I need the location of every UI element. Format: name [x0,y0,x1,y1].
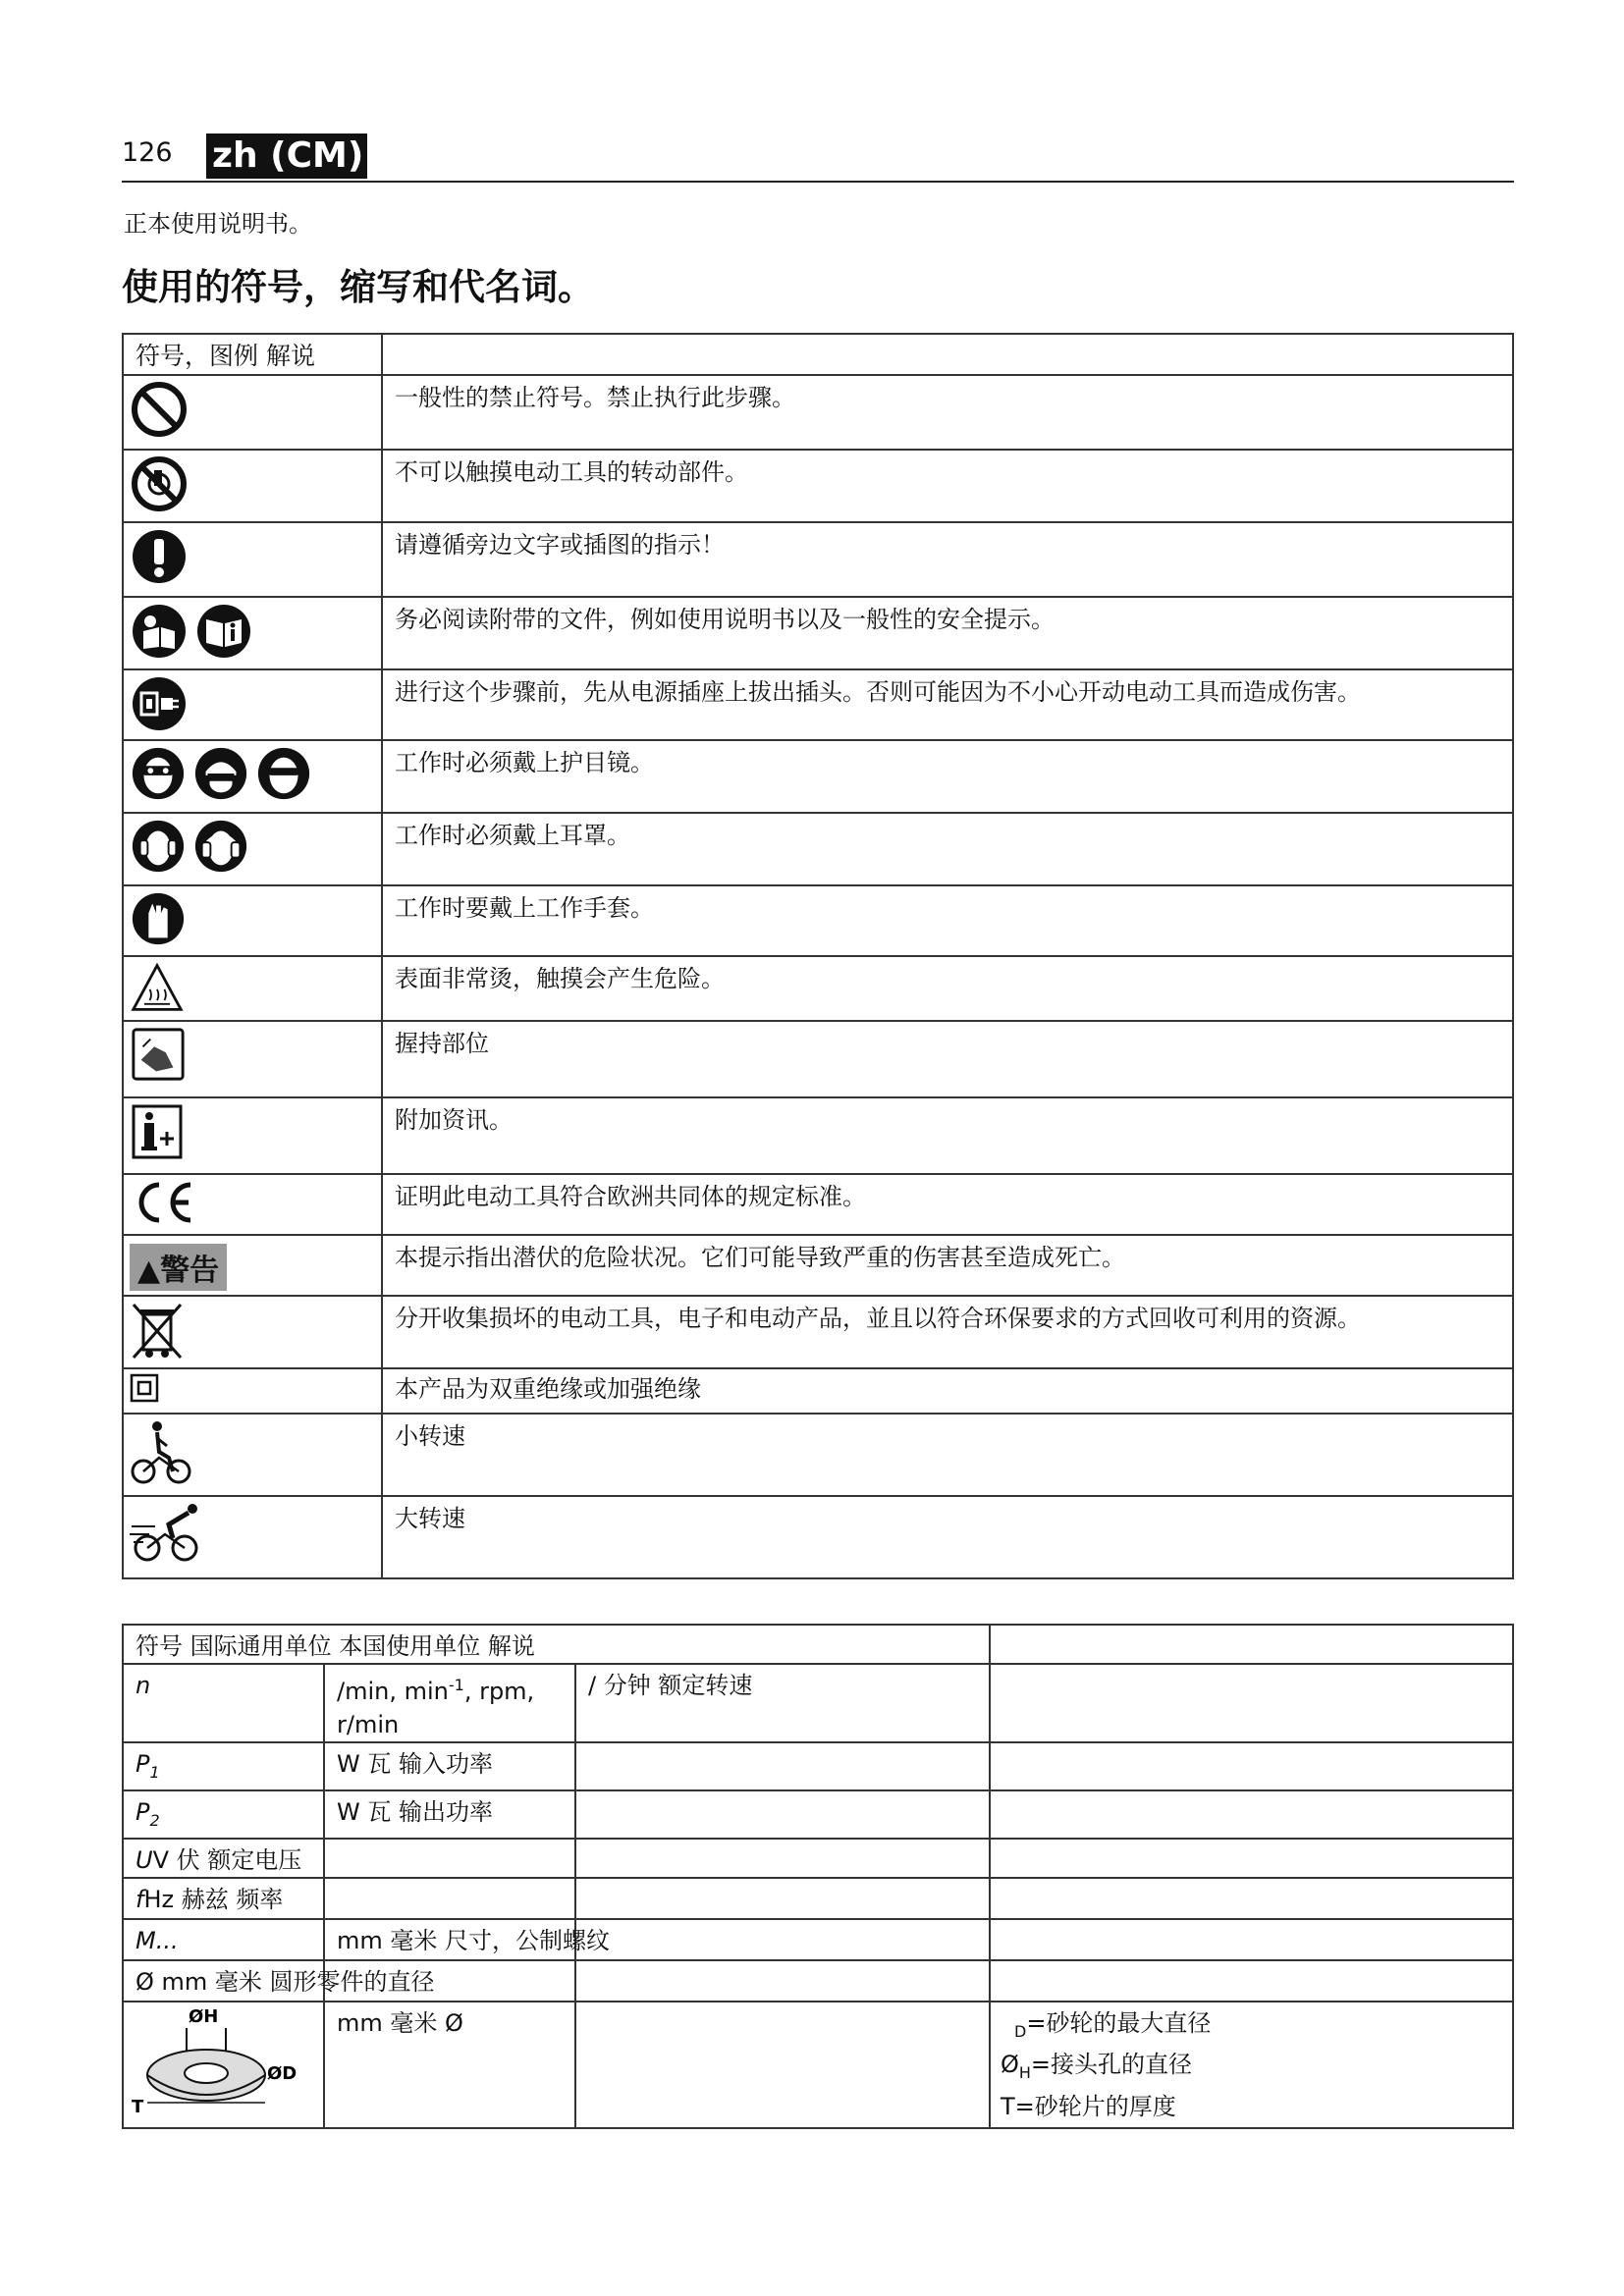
legend-d-text: =砂轮的最大直径 [1026,2008,1212,2037]
symbol-row [123,1496,1513,1578]
symbol-row [123,1296,1513,1368]
symbols-header-label: 符号，图例 解说 [123,334,382,375]
symbol-p2: P [135,1797,150,1826]
symbol-f: f [135,1885,144,1913]
symbol-row [123,956,1513,1021]
goggles-icon [130,745,187,802]
symbol-row [123,813,1513,885]
unit-intl: /min, min [337,1678,449,1705]
symbol-row [123,740,1513,813]
symbol-desc: 工作时要戴上工作手套。 [395,894,654,922]
prohibition-icon [130,380,189,439]
grip-area-icon [130,1026,187,1083]
units-table [122,1624,1514,2129]
symbol-desc: 工作时必须戴上护目镜。 [395,749,654,776]
symbol-row [123,522,1513,597]
legend-h [1001,2048,1512,2090]
fast-cyclist-icon [130,1501,208,1566]
face-shield-icon [192,745,249,802]
unit-row [123,1960,1513,2002]
legend-t: T=砂轮片的厚度 [1001,2093,1176,2121]
unit-explanation: / 分钟 额定转速 [588,1672,753,1699]
symbol-desc: 本提示指出潜伏的危险状况。它们可能导致严重的伤害甚至造成死亡。 [395,1244,1125,1271]
symbol-desc: 大转速 [395,1505,465,1532]
warning-badge-label: 警告 [160,1254,220,1288]
symbol-row [123,1235,1513,1296]
unit-row [123,1664,1513,1742]
info-manual-icon [194,602,253,661]
symbol-desc: 分开收集损坏的电动工具，电子和电动产品，並且以符合环保要求的方式回收可利用的资源。 [395,1305,1361,1332]
symbol-row [123,669,1513,740]
symbols-table [122,333,1514,1579]
symbol-desc: 表面非常烫，触摸会产生危险。 [395,965,725,992]
symbol-desc: 不可以触摸电动工具的转动部件。 [395,458,748,486]
hot-surface-icon [130,961,185,1014]
ear-protection-icon [192,818,249,875]
intro-text: 正本使用说明书。 [124,210,312,238]
unit-frequency: Hz 赫兹 频率 [143,1885,284,1913]
symbol-row [123,1174,1513,1235]
unit-intl: mm 毫米 尺寸，公制螺纹 [337,1926,611,1954]
ear-muffs-icon [130,818,187,875]
symbol-row [123,597,1513,669]
unit-exponent: -1 [448,1676,464,1694]
grinding-disc-figure [130,2004,306,2118]
symbol-subscript: 1 [149,1762,160,1782]
legend-d-sub: D [1014,2021,1027,2041]
unit-row [123,1790,1513,1839]
units-header-label: 符号 国际通用单位 本国使用单位 解说 [123,1625,990,1664]
symbol-desc: 一般性的禁止符号。禁止执行此步骤。 [395,384,795,411]
symbol-u: U [135,1845,153,1874]
legend-h-text: =接头孔的直径 [1030,2051,1193,2079]
figure-label-t: T [132,2096,144,2117]
unit-row [123,1742,1513,1790]
weee-bin-icon [130,1301,185,1362]
no-touch-rotating-parts-icon [130,454,189,513]
symbols-table-header [123,334,1513,375]
symbol-row [123,1414,1513,1496]
slow-cyclist-icon [130,1418,194,1487]
symbol-diameter: Ø mm 毫米 圆形零件的直径 [135,1967,435,1996]
unit-intl: W 瓦 输出功率 [337,1797,493,1826]
symbol-row [123,450,1513,522]
unit-row [123,1839,1513,1878]
legend-d [1001,2006,1512,2049]
page-number: 126 [122,137,173,168]
unit-row [123,1919,1513,1960]
symbol-desc: 请遵循旁边文字或插图的指示！ [395,531,725,559]
ce-mark-icon [130,1179,198,1226]
read-manual-icon [130,602,189,661]
unit-voltage: V 伏 额定电压 [152,1845,302,1874]
symbol-m: M... [135,1926,179,1954]
symbol-desc: 本产品为双重绝缘或加强绝缘 [395,1375,701,1403]
language-badge: zh (CM) [206,133,367,179]
symbol-row [123,1021,1513,1097]
page-header [122,130,1514,183]
exclamation-icon [130,527,189,586]
double-insulation-icon [130,1373,159,1403]
symbol-desc: 进行这个步骤前，先从电源插座上拔出插头。否则可能因为不小心开动电动工具而造成伤害。 [395,678,1361,706]
legend-h-sub: H [1018,2063,1031,2083]
warning-badge: ▲警告 [130,1244,227,1291]
figure-label-oh: ØH [189,2005,219,2027]
unit-row [123,2002,1513,2128]
symbol-row [123,1097,1513,1174]
units-table-header [123,1625,1513,1664]
symbol-desc: 务必阅读附带的文件，例如使用说明书以及一般性的安全提示。 [395,606,1055,633]
unit-intl: W 瓦 输入功率 [337,1750,493,1778]
unit-intl-rest: , rpm, r/min [337,1678,535,1738]
unplug-icon [130,674,189,733]
symbol-desc: 小转速 [395,1422,465,1450]
symbol-row [123,375,1513,450]
symbol-desc: 工作时必须戴上耳罩。 [395,822,630,849]
info-plus-icon [130,1102,185,1161]
legend-h-symbol: Ø [1001,2051,1019,2079]
symbol-desc: 握持部位 [395,1030,489,1057]
symbol-row [123,1368,1513,1414]
symbol-subscript: 2 [149,1810,160,1830]
figure-label-od: ØD [267,2062,298,2084]
symbol-desc: 附加资讯。 [395,1106,513,1134]
symbol-p1: P [135,1750,150,1778]
unit-row [123,1878,1513,1919]
symbol-row [123,885,1513,956]
symbol-desc: 证明此电动工具符合欧洲共同体的规定标准。 [395,1183,866,1210]
section-title: 使用的符号，缩写和代名词。 [122,266,594,308]
safety-glasses-icon [255,745,312,802]
gloves-icon [130,890,187,947]
symbol-n: n [135,1672,151,1699]
unit-intl: mm 毫米 Ø [337,2008,463,2037]
